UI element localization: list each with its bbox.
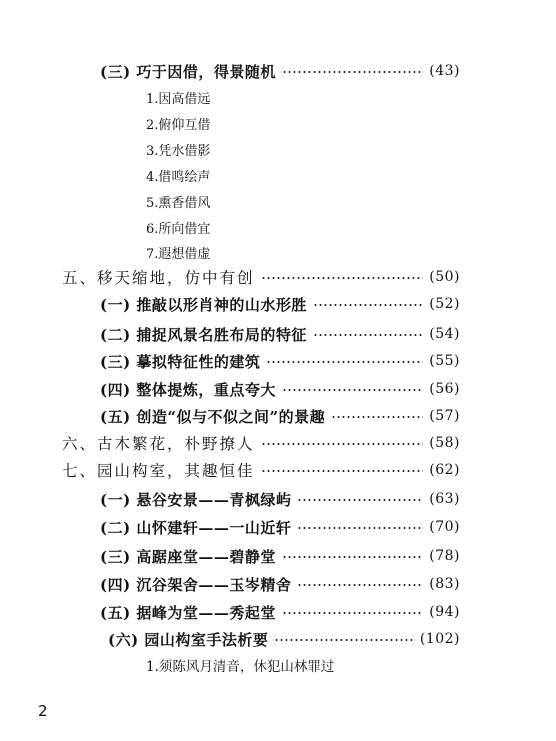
leader-dots bbox=[313, 334, 423, 336]
toc-entry-title: 七、园山构室，其趣恒佳 bbox=[62, 462, 255, 480]
toc-entry bbox=[100, 516, 460, 538]
toc-entry-page: (63) bbox=[429, 491, 460, 507]
leader-dots bbox=[331, 416, 423, 418]
leader-dots bbox=[297, 527, 423, 529]
toc-entry-title: (一) 推敲以形肖神的山水形胜 bbox=[100, 295, 307, 314]
toc-entry-page: (78) bbox=[429, 548, 460, 564]
toc-entry bbox=[100, 60, 460, 82]
toc-entry-title: (四) 整体提炼，重点夸大 bbox=[100, 380, 276, 399]
toc-entry-title: (三) 巧于因借，得景随机 bbox=[100, 62, 276, 81]
toc-entry-page: (50) bbox=[429, 269, 460, 285]
toc-entry-title: (一) 悬谷安景——青枫绿屿 bbox=[100, 490, 292, 509]
toc-entry-page: (94) bbox=[429, 604, 460, 620]
leader-dots bbox=[274, 639, 413, 641]
toc-entry-page: (55) bbox=[429, 353, 460, 369]
toc-entry bbox=[62, 432, 460, 454]
toc-entry-page: (56) bbox=[429, 381, 460, 397]
leader-dots bbox=[261, 443, 424, 445]
toc-subitem: 1.因高借远 bbox=[146, 92, 211, 107]
toc-entry-title: (四) 沉谷架舍——玉岑精舍 bbox=[100, 575, 292, 594]
toc-entry-title: (三) 高踞座堂——碧静堂 bbox=[100, 547, 276, 566]
toc-entry-page: (57) bbox=[429, 408, 460, 424]
toc-entry bbox=[100, 378, 460, 400]
toc-entry bbox=[100, 323, 460, 345]
toc-entry-title: (二) 捕捉风景名胜布局的特征 bbox=[100, 325, 307, 344]
leader-dots bbox=[282, 71, 423, 73]
toc-entry bbox=[62, 266, 460, 288]
toc-entry-page: (43) bbox=[429, 63, 460, 79]
leader-dots bbox=[261, 277, 424, 279]
toc-entry-page: (62) bbox=[429, 462, 460, 478]
toc-entry-page: (70) bbox=[429, 519, 460, 535]
leader-dots bbox=[297, 499, 423, 501]
toc-entry-title: 六、古木繁花，朴野撩人 bbox=[62, 435, 255, 453]
toc-subitem: 1.须陈风月清音，休犯山林罪过 bbox=[146, 659, 335, 675]
toc-subitem: 6.所向借宜 bbox=[146, 222, 211, 237]
leader-dots bbox=[282, 556, 423, 558]
toc-entry bbox=[100, 573, 460, 595]
toc-subitem: 4.借鸣绘声 bbox=[146, 170, 211, 185]
leader-dots bbox=[282, 612, 423, 614]
toc-entry-title: (五) 创造“似与不似之间”的景趣 bbox=[100, 407, 326, 426]
toc-entry-title: (二) 山怀建轩——一山近轩 bbox=[100, 518, 292, 537]
toc-entry bbox=[100, 601, 460, 623]
toc-subitem: 2.俯仰互借 bbox=[146, 118, 211, 133]
leader-dots bbox=[282, 389, 423, 391]
page-number: 2 bbox=[38, 702, 48, 720]
leader-dots bbox=[266, 361, 423, 363]
toc-entry-page: (54) bbox=[429, 326, 460, 342]
toc-subitem: 5.熏香借风 bbox=[146, 196, 211, 211]
toc-entry-page: (83) bbox=[429, 576, 460, 592]
toc-entry bbox=[62, 459, 460, 481]
toc-entry bbox=[100, 350, 460, 372]
toc-entry-page: (58) bbox=[429, 435, 460, 451]
leader-dots bbox=[313, 304, 423, 306]
toc-entry bbox=[100, 545, 460, 567]
toc-entry-title: 五、移天缩地，仿中有创 bbox=[62, 269, 255, 287]
leader-dots bbox=[261, 470, 424, 472]
toc-entry-page: (102) bbox=[419, 631, 460, 647]
toc-entry-title: (六) 园山构室手法析要 bbox=[108, 630, 269, 649]
toc-entry-page: (52) bbox=[429, 296, 460, 312]
toc-subitem: 3.凭水借影 bbox=[146, 144, 211, 159]
toc-subitem: 7.遐想借虚 bbox=[146, 247, 211, 262]
toc-entry bbox=[108, 628, 460, 650]
leader-dots bbox=[297, 584, 423, 586]
toc-entry-title: (五) 据峰为堂——秀起堂 bbox=[100, 603, 276, 622]
toc-entry bbox=[100, 293, 460, 315]
toc-entry bbox=[100, 488, 460, 510]
toc-entry-title: (三) 摹拟特征性的建筑 bbox=[100, 352, 261, 371]
toc-entry bbox=[100, 405, 460, 427]
